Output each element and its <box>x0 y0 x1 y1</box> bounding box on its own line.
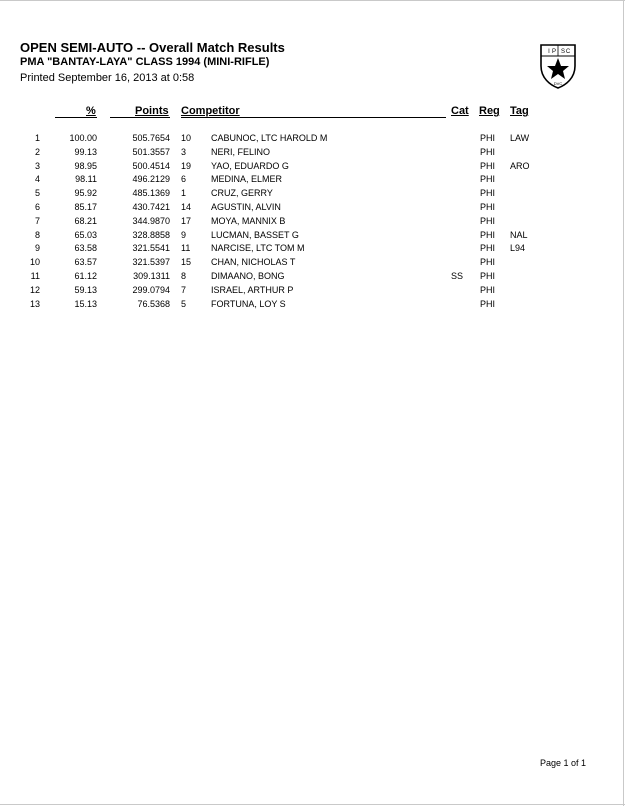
table-row <box>0 188 625 202</box>
report-subtitle: PMA "BANTAY-LAYA" CLASS 1994 (MINI-RIFLE) <box>20 56 270 68</box>
points-cell: 321.5397 <box>132 257 170 268</box>
column-header-cat: Cat <box>451 105 469 117</box>
region-cell: PHI <box>480 201 496 212</box>
column-header-percent: % <box>86 105 96 117</box>
place-cell: 3 <box>34 160 40 171</box>
ipsc-logo-icon <box>538 42 578 90</box>
logo-letter-s: S <box>560 49 566 55</box>
underline-points <box>110 117 170 118</box>
region-cell: PHI <box>480 146 496 157</box>
points-cell: 76.5368 <box>137 298 170 309</box>
competitor-number-cell: 8 <box>181 270 187 281</box>
place-cell: 5 <box>34 188 40 199</box>
page-border-top <box>0 0 625 1</box>
table-row <box>0 257 625 271</box>
percent-cell: 65.03 <box>74 229 97 240</box>
region-cell: PHI <box>480 298 496 309</box>
points-cell: 500.4514 <box>132 160 170 171</box>
competitor-name-cell: AGUSTIN, ALVIN <box>211 201 281 212</box>
place-cell: 9 <box>34 243 40 254</box>
percent-cell: 63.57 <box>74 257 97 268</box>
table-row <box>0 161 625 175</box>
points-cell: 299.0794 <box>132 284 170 295</box>
category-cell: SS <box>451 270 464 281</box>
points-cell: 328.8858 <box>132 229 170 240</box>
region-cell: PHI <box>480 188 496 199</box>
place-cell: 1 <box>34 133 40 143</box>
report-title: OPEN SEMI-AUTO -- Overall Match Results <box>20 40 285 55</box>
competitor-name-cell: YAO, EDUARDO G <box>211 160 289 171</box>
place-cell: 10 <box>29 257 40 268</box>
percent-cell: 95.92 <box>74 188 97 199</box>
competitor-number-cell: 3 <box>181 146 187 157</box>
region-cell: PHI <box>480 133 496 143</box>
percent-cell: 15.13 <box>74 298 97 309</box>
percent-cell: 98.11 <box>75 174 97 185</box>
place-cell: 8 <box>34 229 40 240</box>
place-cell: 11 <box>30 270 40 281</box>
region-cell: PHI <box>480 257 496 268</box>
competitor-name-cell: NARCISE, LTC TOM M <box>211 243 305 254</box>
column-header-competitor: Competitor <box>181 105 240 117</box>
logo-letter-c: C <box>565 49 571 55</box>
table-row <box>0 299 625 313</box>
table-row <box>0 271 625 285</box>
table-row <box>0 147 625 161</box>
table-row <box>0 216 625 230</box>
competitor-number-cell: 6 <box>181 174 187 185</box>
competitor-number-cell: 9 <box>181 229 187 240</box>
points-cell: 309.1311 <box>133 270 170 281</box>
page-border-right <box>623 0 624 806</box>
points-cell: 505.7654 <box>132 133 170 143</box>
competitor-number-cell: 19 <box>181 160 192 171</box>
competitor-number-cell: 7 <box>181 284 187 295</box>
competitor-name-cell: MOYA, MANNIX B <box>211 215 286 226</box>
region-cell: PHI <box>480 284 496 295</box>
logo-motto: DVC <box>553 81 563 86</box>
competitor-number-cell: 1 <box>181 188 187 199</box>
percent-cell: 85.17 <box>74 201 97 212</box>
competitor-name-cell: NERI, FELINO <box>211 146 271 157</box>
percent-cell: 98.95 <box>74 160 97 171</box>
column-header-points: Points <box>135 105 169 117</box>
place-cell: 12 <box>29 284 40 295</box>
competitor-number-cell: 10 <box>181 133 192 143</box>
logo-letter-p: P <box>551 49 557 55</box>
region-cell: PHI <box>480 270 496 281</box>
competitor-number-cell: 14 <box>181 201 192 212</box>
page-border-bottom <box>0 804 625 805</box>
place-cell: 6 <box>34 201 40 212</box>
underline-competitor <box>181 117 446 118</box>
competitor-name-cell: ISRAEL, ARTHUR P <box>211 284 294 295</box>
tag-cell: LAW <box>510 133 530 143</box>
column-header-reg: Reg <box>479 105 500 117</box>
region-cell: PHI <box>480 174 496 185</box>
competitor-name-cell: DIMAANO, BONG <box>211 270 285 281</box>
printed-timestamp: Printed September 16, 2013 at 0:58 <box>20 72 195 84</box>
results-table <box>0 133 625 312</box>
points-cell: 485.1369 <box>132 188 170 199</box>
competitor-name-cell: FORTUNA, LOY S <box>211 298 286 309</box>
table-row <box>0 174 625 188</box>
competitor-number-cell: 17 <box>181 215 192 226</box>
percent-cell: 63.58 <box>74 243 97 254</box>
page-number: Page 1 of 1 <box>540 758 587 768</box>
table-row <box>0 230 625 244</box>
points-cell: 430.7421 <box>132 201 170 212</box>
competitor-name-cell: MEDINA, ELMER <box>211 174 283 185</box>
place-cell: 2 <box>34 146 40 157</box>
points-cell: 496.2129 <box>132 174 170 185</box>
points-cell: 344.9870 <box>132 215 170 226</box>
tag-cell: L94 <box>510 243 526 254</box>
competitor-name-cell: CHAN, NICHOLAS T <box>211 257 296 268</box>
table-row <box>0 243 625 257</box>
region-cell: PHI <box>480 160 496 171</box>
place-cell: 13 <box>29 298 40 309</box>
percent-cell: 61.12 <box>74 270 97 281</box>
column-header-tag: Tag <box>510 105 529 117</box>
competitor-number-cell: 5 <box>181 298 187 309</box>
tag-cell: NAL <box>510 229 528 240</box>
tag-cell: ARO <box>510 160 530 171</box>
place-cell: 7 <box>34 215 40 226</box>
table-row <box>0 133 625 147</box>
competitor-number-cell: 15 <box>181 257 192 268</box>
points-cell: 501.3557 <box>132 146 170 157</box>
percent-cell: 59.13 <box>74 284 97 295</box>
competitor-name-cell: LUCMAN, BASSET G <box>211 229 299 240</box>
place-cell: 4 <box>34 174 40 185</box>
percent-cell: 99.13 <box>74 146 97 157</box>
table-row <box>0 202 625 216</box>
region-cell: PHI <box>480 229 496 240</box>
percent-cell: 68.21 <box>74 215 97 226</box>
table-row <box>0 285 625 299</box>
competitor-number-cell: 11 <box>181 243 191 254</box>
competitor-name-cell: CRUZ, GERRY <box>211 188 273 199</box>
region-cell: PHI <box>480 215 496 226</box>
points-cell: 321.5541 <box>132 243 170 254</box>
region-cell: PHI <box>480 243 496 254</box>
percent-cell: 100.00 <box>69 133 97 143</box>
logo-letter-i: I <box>548 49 550 55</box>
underline-percent <box>55 117 97 118</box>
competitor-name-cell: CABUNOC, LTC HAROLD M <box>211 133 328 143</box>
